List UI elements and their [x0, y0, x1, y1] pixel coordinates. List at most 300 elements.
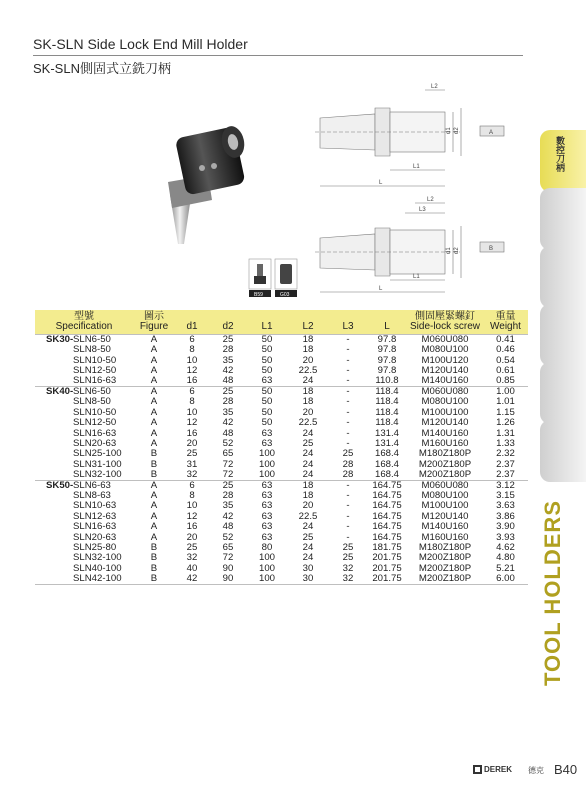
table-cell: 35 — [222, 500, 234, 512]
page-title: SK-SLN Side Lock End Mill Holder — [33, 36, 248, 52]
table-cell: M060U080 — [407, 480, 483, 491]
brand-name-chinese: 德克 — [528, 766, 544, 775]
table-cell: 164.75 — [372, 510, 402, 522]
table-cell: 32 — [342, 562, 354, 574]
table-cell: A — [133, 387, 175, 398]
table-cell: B — [150, 448, 158, 460]
column-header-zh: 側固壓緊螺釘 — [415, 311, 475, 322]
category-tab[interactable] — [540, 130, 586, 192]
column-header-en: L1 — [261, 321, 273, 332]
table-cell: A — [150, 521, 158, 533]
table-cell: A — [150, 417, 158, 429]
table-cell: - — [346, 531, 350, 543]
table-cell: 8 — [189, 490, 195, 502]
table-cell: 6 — [175, 387, 209, 398]
table-cell: 63 — [261, 490, 273, 502]
table-cell: 2.37 — [496, 458, 515, 470]
table-cell: 100 — [258, 448, 275, 460]
table-cell: 10 — [186, 354, 198, 366]
table-cell: B — [133, 574, 175, 585]
table-cell: 24 — [302, 542, 314, 554]
table-cell: - — [346, 427, 350, 439]
table-cell: 2.37 — [496, 468, 515, 480]
table-cell: 0.54 — [496, 354, 515, 366]
table-cell: M100U100 — [421, 500, 469, 512]
table-cell: M060U080 — [407, 335, 483, 346]
table-cell: 30 — [287, 574, 329, 585]
table-cell: 40 — [186, 562, 198, 574]
section-title-vertical — [538, 500, 578, 700]
product-photo — [150, 120, 260, 245]
table-cell: 63 — [261, 500, 273, 512]
footer — [470, 762, 580, 778]
table-cell: B — [150, 468, 158, 480]
spec-model: SLN12-63 — [73, 510, 117, 522]
dim-label: d1 — [446, 247, 452, 254]
table-cell: 118.4 — [367, 387, 407, 398]
table-cell: 18 — [302, 396, 314, 408]
spec-model: SLN10-50 — [73, 406, 117, 418]
table-cell: 5.21 — [496, 562, 515, 574]
table-cell: 63 — [247, 480, 287, 491]
table-cell: 25 — [209, 335, 247, 346]
table-cell: M200Z180P — [418, 458, 472, 470]
figure-b-label: B — [489, 246, 494, 252]
table-cell: 0.61 — [496, 364, 515, 376]
table-cell: - — [329, 480, 367, 491]
table-cell: - — [329, 387, 367, 398]
table-cell: 35 — [222, 406, 234, 418]
table-cell: 24 — [302, 427, 314, 439]
table-cell: 24 — [302, 521, 314, 533]
table-cell: 25 — [186, 448, 198, 460]
table-cell: 80 — [261, 542, 273, 554]
column-header-en: Weight — [490, 321, 521, 332]
table-cell: A — [150, 510, 158, 522]
table-cell: 25 — [342, 542, 354, 554]
table-cell: 48 — [222, 375, 234, 387]
table-cell: - — [346, 364, 350, 376]
table-cell: 24 — [302, 375, 314, 387]
spec-model: SLN20-63 — [73, 437, 117, 449]
table-cell: 22.5 — [298, 510, 318, 522]
derek-logo-icon — [473, 765, 482, 774]
table-cell: 35 — [222, 354, 234, 366]
table-cell: 25 — [209, 480, 247, 491]
table-cell: A — [150, 490, 158, 502]
table-cell: 65 — [222, 542, 234, 554]
table-cell: A — [150, 344, 158, 356]
table-body — [35, 335, 528, 585]
table-cell: M200Z180P — [418, 552, 472, 564]
table-header-row — [35, 310, 528, 335]
table-cell: 63 — [261, 375, 273, 387]
table-cell: 50 — [247, 387, 287, 398]
dim-label: L — [379, 286, 383, 292]
table-cell: 3.93 — [496, 531, 515, 543]
table-cell: 97.8 — [377, 354, 397, 366]
spec-model: SLN6-63 — [73, 479, 111, 491]
dim-label: L — [379, 180, 383, 186]
table-cell: 72 — [222, 468, 234, 480]
table-cell: 3.86 — [496, 510, 515, 522]
table-cell: M160U160 — [421, 437, 469, 449]
table-cell: 1.31 — [496, 427, 515, 439]
table-cell: 100 — [258, 468, 275, 480]
spec-model: SLN10-63 — [73, 500, 117, 512]
table-cell: - — [346, 344, 350, 356]
table-cell: M160U160 — [421, 531, 469, 543]
category-tab[interactable] — [540, 362, 586, 424]
table-cell: 52 — [222, 437, 234, 449]
technical-diagram — [295, 78, 515, 298]
table-cell: 20 — [186, 531, 198, 543]
table-cell: 201.75 — [372, 562, 402, 574]
table-cell: 24 — [302, 458, 314, 470]
table-cell: 90 — [209, 574, 247, 585]
table-cell: - — [346, 521, 350, 533]
series-group-label: SK50- — [46, 479, 74, 491]
table-cell: - — [346, 406, 350, 418]
table-cell: 1.26 — [496, 417, 515, 429]
table-cell: 3.90 — [496, 521, 515, 533]
series-group-label: SK30- — [46, 334, 74, 345]
spec-model: SLN8-63 — [73, 490, 111, 502]
table-cell: 16 — [186, 375, 198, 387]
table-cell: A — [150, 375, 158, 387]
table-cell: M120U140 — [421, 417, 469, 429]
spec-model: SLN6-50 — [73, 334, 111, 345]
table-cell: 10 — [186, 500, 198, 512]
table-cell: M180Z180P — [418, 448, 472, 460]
table-cell: 100 — [258, 458, 275, 470]
table-cell: 22.5 — [298, 364, 318, 376]
table-cell: 32 — [329, 574, 367, 585]
side-tabs — [540, 130, 586, 480]
dim-label: L1 — [413, 164, 420, 170]
spec-model: SLN25-80 — [73, 542, 117, 554]
table-cell: - — [346, 354, 350, 366]
table-cell: 18 — [287, 335, 329, 346]
column-header-en: L3 — [342, 321, 354, 332]
table-cell: 90 — [222, 562, 234, 574]
table-cell: 16 — [186, 427, 198, 439]
table-cell: 131.4 — [374, 437, 399, 449]
table-cell: 97.8 — [367, 335, 407, 346]
table-cell: 100 — [258, 552, 275, 564]
spec-model: SLN31-100 — [73, 458, 122, 470]
dim-label: L1 — [413, 274, 420, 280]
table-cell: 28 — [222, 396, 234, 408]
table-cell: 50 — [261, 364, 273, 376]
spec-model: SLN16-63 — [73, 375, 117, 387]
table-cell: 164.75 — [372, 531, 402, 543]
dim-label: L3 — [419, 207, 426, 213]
table-cell: 50 — [261, 406, 273, 418]
table-cell: 42 — [175, 574, 209, 585]
table-cell: - — [346, 417, 350, 429]
table-cell: 50 — [261, 344, 273, 356]
table-cell: M100U100 — [421, 406, 469, 418]
spec-model: SLN12-50 — [73, 364, 117, 376]
table-cell: 3.15 — [496, 490, 515, 502]
table-cell: 25 — [186, 542, 198, 554]
column-header — [209, 310, 247, 335]
table-cell: 164.75 — [372, 490, 402, 502]
table-cell: 168.4 — [374, 468, 399, 480]
category-tab[interactable] — [540, 188, 586, 250]
table-cell: 28 — [222, 490, 234, 502]
table-cell: 63 — [261, 427, 273, 439]
table-cell: 4.62 — [496, 542, 515, 554]
spec-model: SLN32-100 — [73, 552, 122, 564]
table-cell: - — [346, 437, 350, 449]
table-cell: 1.15 — [496, 406, 515, 418]
table-cell: 22.5 — [298, 417, 318, 429]
spec-model: SLN8-50 — [73, 344, 111, 356]
table-cell: 25 — [342, 552, 354, 564]
thumb-label-left: B59 — [254, 292, 263, 298]
column-header — [367, 310, 407, 335]
table-cell: 118.4 — [375, 396, 399, 408]
column-header-en: Side-lock screw — [409, 321, 481, 332]
table-cell: A — [150, 396, 158, 408]
column-header — [175, 310, 209, 335]
table-row — [35, 470, 528, 481]
table-cell: A — [150, 364, 158, 376]
table-cell: A — [150, 406, 158, 418]
table-cell: 164.75 — [367, 480, 407, 491]
spec-model: SLN40-100 — [73, 562, 122, 574]
table-cell: 48 — [222, 521, 234, 533]
table-cell: M200Z180P — [418, 562, 472, 574]
table-cell: M100U120 — [421, 354, 469, 366]
table-cell: 20 — [302, 406, 314, 418]
table-cell: A — [150, 427, 158, 439]
table-cell: 118.4 — [375, 406, 399, 418]
table-cell: 42 — [222, 364, 234, 376]
table-cell: 63 — [261, 521, 273, 533]
table-cell: 6.00 — [483, 574, 528, 585]
column-header — [407, 310, 483, 335]
table-cell: 63 — [261, 437, 273, 449]
table-row — [35, 376, 528, 387]
table-cell: 18 — [287, 387, 329, 398]
title-block — [33, 36, 533, 77]
column-header-zh: 重量 — [495, 311, 516, 322]
category-tab[interactable] — [540, 246, 586, 308]
table-cell: 0.85 — [496, 375, 515, 387]
table-cell: 18 — [302, 490, 314, 502]
table-cell: 8 — [189, 344, 195, 356]
table-cell: 20 — [302, 500, 314, 512]
table-cell: 32 — [186, 552, 198, 564]
table-cell: 42 — [222, 510, 234, 522]
page-title-chinese: SK-SLN側固式立銑刀柄 — [33, 61, 171, 76]
table-cell: 25 — [209, 387, 247, 398]
table-cell: 6 — [175, 335, 209, 346]
table-cell: 28 — [342, 468, 354, 480]
table-cell: M080U100 — [421, 344, 469, 356]
spec-model: SLN42-100 — [73, 573, 122, 585]
table-cell: 18 — [302, 344, 314, 356]
table-cell: 168.4 — [374, 448, 399, 460]
table-cell: 110.8 — [375, 375, 399, 387]
table-cell: 181.75 — [372, 542, 402, 554]
section-title-text: TOOL HOLDERS — [540, 500, 565, 686]
table-cell: 16 — [186, 521, 198, 533]
table-cell — [35, 574, 133, 585]
table-cell: 72 — [222, 552, 234, 564]
table-cell: 1.00 — [483, 387, 528, 398]
spec-model: SLN20-63 — [73, 531, 117, 543]
dim-label: d1 — [446, 127, 452, 134]
table-cell: M080U100 — [421, 490, 469, 502]
table-cell: 1.33 — [496, 437, 515, 449]
column-header — [133, 310, 175, 335]
figure-a-label: A — [489, 130, 494, 136]
table-cell: 48 — [222, 427, 234, 439]
table-cell: M200Z180P — [407, 574, 483, 585]
spec-model: SLN32-100 — [73, 468, 122, 480]
table-cell: 50 — [261, 354, 273, 366]
spec-model: SLN16-63 — [73, 427, 117, 439]
table-cell: 164.75 — [372, 500, 402, 512]
table-cell: 31 — [186, 458, 198, 470]
table-cell: 97.8 — [377, 344, 397, 356]
spec-model: SLN10-50 — [73, 354, 117, 366]
thumb-label-right: G03 — [280, 292, 290, 298]
table-cell — [35, 470, 133, 481]
table-cell: 201.75 — [372, 552, 402, 564]
table-cell: 6 — [175, 480, 209, 491]
category-tab[interactable] — [540, 304, 586, 366]
table-cell: 12 — [186, 364, 198, 376]
table-cell: 25 — [302, 437, 314, 449]
table-cell: A — [133, 480, 175, 491]
table-cell: 168.4 — [374, 458, 399, 470]
table-cell: 50 — [261, 417, 273, 429]
column-header-en: L — [384, 321, 390, 332]
column-header — [35, 310, 133, 335]
table-cell: 201.75 — [367, 574, 407, 585]
table-cell: 50 — [247, 335, 287, 346]
brand-logo-text: DEREK — [484, 765, 513, 774]
column-header-en: Figure — [139, 321, 169, 332]
table-cell: M200Z180P — [418, 468, 472, 480]
table-cell: 18 — [287, 480, 329, 491]
column-header-en: d1 — [186, 321, 198, 332]
table-cell: 3.12 — [483, 480, 528, 491]
column-header-zh: 型號 — [74, 311, 94, 322]
table-cell: 0.41 — [483, 335, 528, 346]
table-cell: M080U100 — [421, 396, 469, 408]
table-cell: - — [346, 510, 350, 522]
category-tab-label: 數控刀柄 — [555, 136, 565, 172]
table-cell: 24 — [302, 448, 314, 460]
table-cell: 10 — [186, 406, 198, 418]
table-cell: - — [346, 396, 350, 408]
table-cell: M140U160 — [421, 427, 469, 439]
table-cell: 25 — [302, 531, 314, 543]
table-cell: 131.4 — [374, 427, 399, 439]
column-header — [247, 310, 287, 335]
dim-label: L2 — [431, 84, 438, 90]
column-header — [483, 310, 528, 335]
spec-model: SLN16-63 — [73, 521, 117, 533]
table-cell: 118.4 — [375, 417, 399, 429]
table-cell: 24 — [302, 468, 314, 480]
table-cell: A — [150, 354, 158, 366]
table-cell: 97.8 — [377, 364, 397, 376]
table-cell: 164.75 — [372, 521, 402, 533]
table-cell: 28 — [222, 344, 234, 356]
page-number: B40 — [554, 762, 578, 777]
table-cell: M120U140 — [421, 510, 469, 522]
category-tab[interactable] — [540, 420, 586, 482]
dim-label: L2 — [427, 197, 434, 203]
table-cell: A — [150, 437, 158, 449]
table-cell: 50 — [261, 396, 273, 408]
spec-model: SLN6-50 — [73, 386, 111, 398]
column-header-en: d2 — [222, 321, 234, 332]
table-cell: M140U160 — [421, 521, 469, 533]
table-cell: B — [150, 562, 158, 574]
column-header-en: Specification — [55, 321, 113, 332]
table-cell: A — [133, 335, 175, 346]
table-cell: 52 — [222, 531, 234, 543]
spec-model: SLN12-50 — [73, 417, 117, 429]
table-cell: 42 — [222, 417, 234, 429]
table-cell: 32 — [186, 468, 198, 480]
table-cell: 72 — [222, 458, 234, 470]
table-cell: - — [346, 490, 350, 502]
table-cell: 28 — [342, 458, 354, 470]
spec-table — [35, 310, 528, 585]
spec-model: SLN8-50 — [73, 396, 111, 408]
table-cell: 3.63 — [496, 500, 515, 512]
column-header-zh: 圖示 — [144, 311, 164, 322]
table-cell: - — [346, 375, 350, 387]
column-header-en: L2 — [302, 321, 314, 332]
table-row — [35, 574, 528, 585]
table-cell: 4.80 — [496, 552, 515, 564]
table-cell: 100 — [247, 574, 287, 585]
table-cell: - — [329, 335, 367, 346]
table-cell: M140U160 — [421, 375, 469, 387]
table-cell — [35, 376, 133, 387]
title-divider — [33, 55, 523, 56]
table-cell: A — [150, 500, 158, 512]
table-cell: 25 — [342, 448, 354, 460]
table-cell: M120U140 — [421, 364, 469, 376]
table-cell: 8 — [189, 396, 195, 408]
table-cell: 12 — [186, 417, 198, 429]
table-cell: B — [150, 552, 158, 564]
dim-label: d2 — [454, 247, 460, 254]
table-cell: 12 — [186, 510, 198, 522]
table-cell: 63 — [261, 531, 273, 543]
table-cell: A — [150, 531, 158, 543]
table-cell: M180Z180P — [418, 542, 472, 554]
dim-label: d2 — [454, 127, 460, 134]
column-header — [287, 310, 329, 335]
table-cell: 63 — [261, 510, 273, 522]
table-cell: - — [346, 500, 350, 512]
table-cell: 1.01 — [496, 396, 515, 408]
table-cell: 2.32 — [496, 448, 515, 460]
series-group-label: SK40- — [46, 386, 74, 398]
